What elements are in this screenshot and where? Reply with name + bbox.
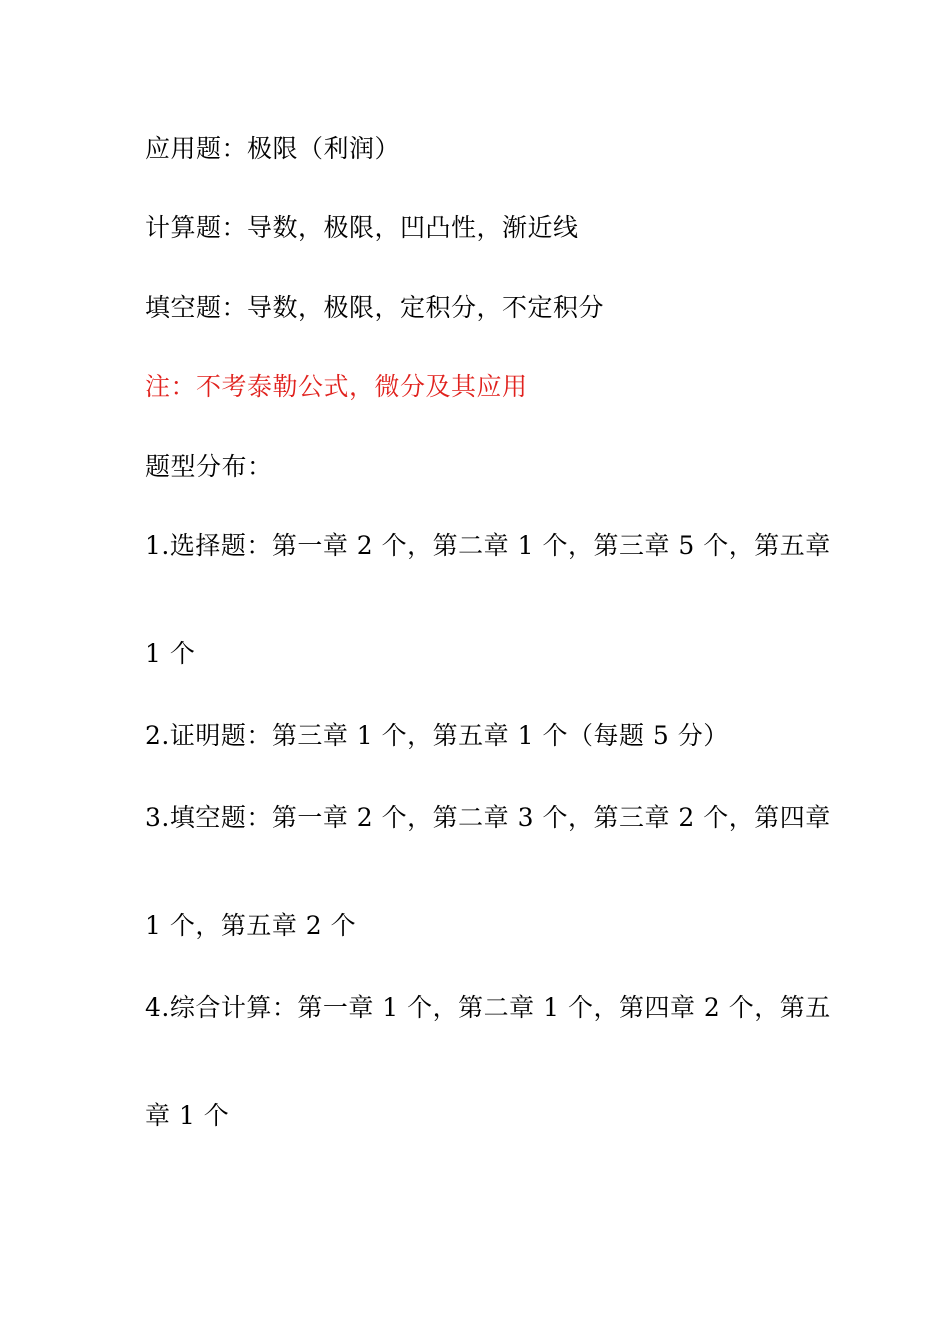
- text-line-item-4-cont: 章 1 个: [145, 1101, 230, 1130]
- text-line-calculation-questions: 计算题：导数，极限，凹凸性，渐近线: [145, 213, 579, 242]
- text-line-item-4: 4.综合计算：第一章 1 个，第二章 1 个，第四章 2 个，第五: [145, 993, 831, 1022]
- text-line-item-3-cont: 1 个，第五章 2 个: [145, 911, 357, 940]
- text-line-note: 注：不考泰勒公式，微分及其应用: [145, 372, 528, 401]
- text-line-item-1: 1.选择题：第一章 2 个，第二章 1 个，第三章 5 个，第五章: [145, 531, 831, 560]
- text-line-item-2: 2.证明题：第三章 1 个，第五章 1 个（每题 5 分）: [145, 721, 729, 750]
- text-line-application-questions: 应用题：极限（利润）: [145, 134, 401, 163]
- text-line-distribution-heading: 题型分布：: [145, 452, 273, 481]
- text-line-item-3: 3.填空题：第一章 2 个，第二章 3 个，第三章 2 个，第四章: [145, 803, 831, 832]
- text-line-fill-in-questions: 填空题：导数，极限，定积分，不定积分: [145, 293, 605, 322]
- text-line-item-1-cont: 1 个: [145, 639, 196, 668]
